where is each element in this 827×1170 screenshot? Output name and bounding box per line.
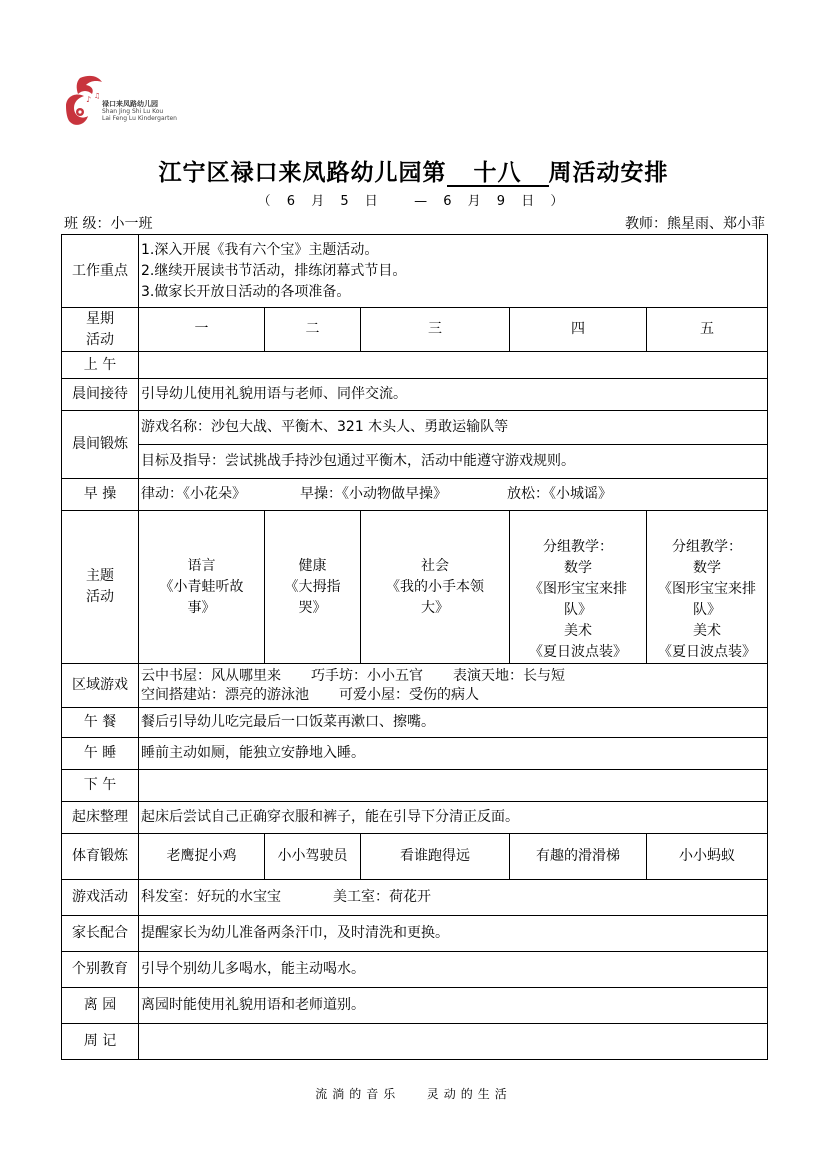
logo-emblem-icon <box>58 72 104 132</box>
individual-label: 个别教育 <box>62 952 139 988</box>
date-range: （ 6 月 5 日 — 6 月 9 日 ） <box>257 194 570 209</box>
logo-name-pinyin: Shan Jing Shi Lu Kou <box>102 108 164 115</box>
header-day-thu: 四 <box>510 308 647 352</box>
morning-section-label: 上 午 <box>62 352 139 379</box>
title-suffix: 周活动安排 <box>548 159 669 186</box>
game-activity-label: 游戏活动 <box>62 880 139 916</box>
class-label: 班 级：小一班 <box>64 216 153 232</box>
drill-rhythm: 律动：《小花朵》 <box>141 486 246 502</box>
exercise-goal: 目标及指导：尝试挑战手持沙包通过平衡木，活动中能遵守游戏规则。 <box>139 445 768 479</box>
reception-text: 引导幼儿使用礼貌用语与老师、同伴交流。 <box>139 379 768 411</box>
work-focus-item: 1.深入开展《我有六个宝》主题活动。 <box>141 241 379 258</box>
drill-relax: 放松：《小城谣》 <box>507 486 612 502</box>
pe-label: 体育锻炼 <box>62 834 139 880</box>
table-row <box>62 802 768 834</box>
lunch-text: 餐后引导幼儿吃完最后一口饭菜再漱口、擦嘴。 <box>139 708 768 738</box>
table-row <box>62 988 768 1024</box>
table-row <box>62 708 768 738</box>
nap-text: 睡前主动如厕，能独立安静地入睡。 <box>139 738 768 770</box>
notes-text <box>139 1024 768 1060</box>
nap-label: 午 睡 <box>62 738 139 770</box>
footer-slogan: 流淌的音乐 灵动的生活 <box>315 1087 512 1101</box>
weekday-activity-header: 星期 活动 <box>62 308 139 352</box>
pe-mon: 老鹰捉小鸡 <box>139 834 265 880</box>
game-activity-content: 科发室：好玩的水宝宝 美工室：荷花开 <box>139 880 768 916</box>
table-row <box>62 1024 768 1060</box>
pe-fri: 小小蚂蚁 <box>647 834 768 880</box>
table-row <box>62 352 768 379</box>
theme-mon: 语言 《小青蛙听故 事》 <box>139 511 265 664</box>
drill-morning: 早操：《小动物做早操》 <box>300 486 447 502</box>
exercise-games: 游戏名称：沙包大战、平衡木、321 木头人、勇敢运输队等 <box>139 411 768 445</box>
header-day-tue: 二 <box>265 308 361 352</box>
parents-label: 家长配合 <box>62 916 139 952</box>
leave-label: 离 园 <box>62 988 139 1024</box>
getup-label: 起床整理 <box>62 802 139 834</box>
table-row <box>62 664 768 708</box>
work-focus-content <box>139 235 768 308</box>
header-day-mon: 一 <box>139 308 265 352</box>
pe-tue: 小小驾驶员 <box>265 834 361 880</box>
getup-text: 起床后尝试自己正确穿衣服和裤子，能在引导下分清正反面。 <box>139 802 768 834</box>
kindergarten-logo <box>58 72 208 132</box>
work-focus-item: 3.做家长开放日活动的各项准备。 <box>141 283 351 300</box>
title-prefix: 江宁区禄口来凤路幼儿园第 <box>158 159 447 186</box>
table-row <box>62 916 768 952</box>
work-focus-label: 工作重点 <box>62 235 139 308</box>
individual-text: 引导个别幼儿多喝水，能主动喝水。 <box>139 952 768 988</box>
table-row <box>62 738 768 770</box>
table-row <box>62 235 768 308</box>
page-title <box>0 154 827 187</box>
notes-label: 周 记 <box>62 1024 139 1060</box>
table-row <box>62 880 768 916</box>
logo-name-cn: 禄口来凤路幼儿园 <box>102 100 158 108</box>
teacher-label: 教师：熊星雨、郑小菲 <box>625 216 765 232</box>
table-row <box>62 445 768 479</box>
theme-fri: 分组教学： 数学 《图形宝宝来排 队》 美术 《夏日波点装》 <box>647 511 768 664</box>
parents-text: 提醒家长为幼儿准备两条汗巾，及时清洗和更换。 <box>139 916 768 952</box>
theme-thu: 分组教学： 数学 《图形宝宝来排 队》 美术 《夏日波点装》 <box>510 511 647 664</box>
lunch-label: 午 餐 <box>62 708 139 738</box>
title-week-number: 十八 <box>447 161 549 187</box>
logo-name-en: Lai Feng Lu Kindergarten <box>102 115 177 122</box>
table-row <box>62 411 768 445</box>
pe-thu: 有趣的滑滑梯 <box>510 834 647 880</box>
svg-text:♫: ♫ <box>94 92 101 100</box>
table-row <box>62 952 768 988</box>
pe-wed: 看谁跑得远 <box>361 834 510 880</box>
table-row <box>62 379 768 411</box>
drill-label: 早 操 <box>62 479 139 511</box>
area-games-content: 云中书屋：风从哪里来 巧手坊：小小五官 表演天地：长与短 空间搭建站：漂亮的游泳池 可爱小屋：受伤的病人 <box>139 664 768 708</box>
exercise-label: 晨间锻炼 <box>62 411 139 479</box>
work-focus-item: 2.继续开展读书节活动，排练闭幕式节目。 <box>141 262 407 279</box>
weekly-schedule-table <box>61 234 768 1060</box>
theme-tue: 健康 《大拇指 哭》 <box>265 511 361 664</box>
table-header-row <box>62 308 768 352</box>
afternoon-section-label: 下 午 <box>62 770 139 802</box>
reception-label: 晨间接待 <box>62 379 139 411</box>
drill-content <box>139 479 768 511</box>
header-day-fri: 五 <box>647 308 768 352</box>
theme-label: 主题 活动 <box>62 511 139 664</box>
header-day-wed: 三 <box>361 308 510 352</box>
table-row <box>62 511 768 664</box>
table-row <box>62 834 768 880</box>
table-row <box>62 479 768 511</box>
svg-text:♪: ♪ <box>86 95 92 104</box>
leave-text: 离园时能使用礼貌用语和老师道别。 <box>139 988 768 1024</box>
table-row <box>62 770 768 802</box>
theme-wed: 社会 《我的小手本领 大》 <box>361 511 510 664</box>
area-games-label: 区域游戏 <box>62 664 139 708</box>
